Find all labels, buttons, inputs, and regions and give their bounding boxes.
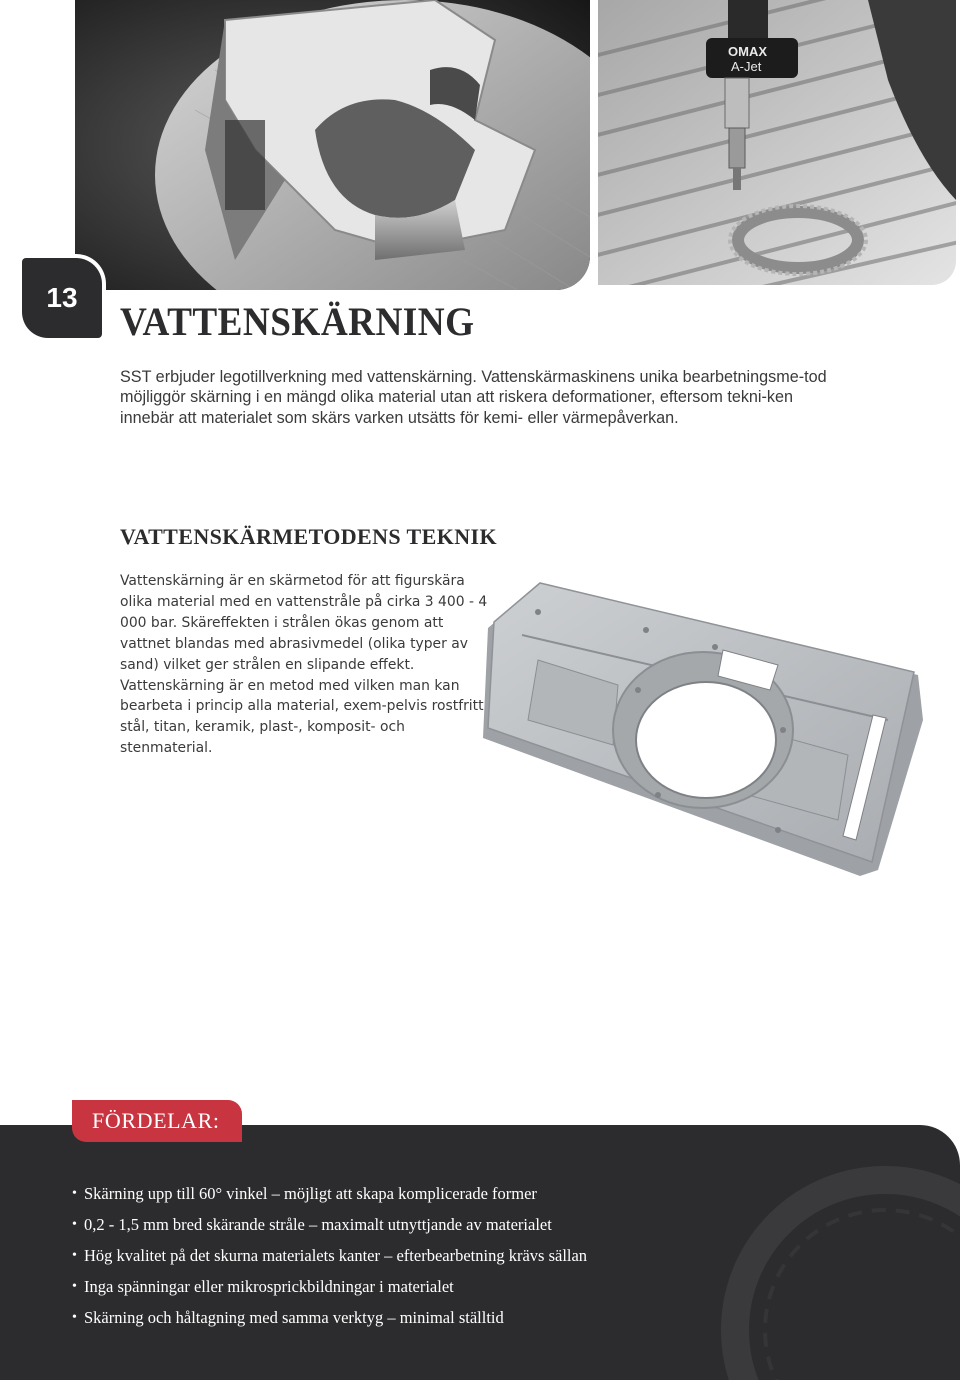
intro-paragraph: SST erbjuder legotillverkning med vattenskärning. Vattenskärmaskinens unika bearbetningsme-tod möjliggör skärning i en mängd olika material utan att riskera deformationer, eftersom tekni-ken innebär att materialet som skärs varken utsätts för kemi- eller värmepåverkan.	[120, 368, 827, 427]
advantage-text: Skärning upp till 60° vinkel – möjligt att skapa komplicerade former	[84, 1184, 537, 1203]
decorative-ring	[720, 1165, 960, 1380]
bullet-icon: •	[72, 1248, 77, 1263]
bullet-icon: •	[72, 1186, 77, 1201]
cut-plate-image	[478, 580, 938, 880]
advantages-label: FÖRDELAR:	[72, 1100, 242, 1142]
list-item	[72, 1181, 587, 1212]
page-title: VATTENSKÄRNING	[120, 299, 475, 344]
waterjet-machine-image	[598, 0, 956, 285]
advantage-text: Hög kvalitet på det skurna materialets kanter – efterbearbetning krävs sällan	[84, 1246, 588, 1265]
advantage-text: Inga spänningar eller mikrosprickbildningar i materialet	[84, 1277, 454, 1296]
bullet-icon: •	[72, 1310, 77, 1325]
advantages-list	[72, 1181, 587, 1336]
machine-model-label: A-Jet	[731, 59, 762, 74]
machine-brand-label: OMAX	[728, 44, 767, 59]
machined-part-image	[75, 0, 590, 290]
advantage-text: Skärning och håltagning med samma verktyg – minimal ställtid	[84, 1308, 504, 1327]
machined-part-photo	[75, 0, 590, 290]
bullet-icon: •	[72, 1217, 77, 1232]
cut-plate-illustration	[478, 580, 938, 880]
advantage-text: 0,2 - 1,5 mm bred skärande stråle – maximalt utnyttjande av materialet	[84, 1215, 552, 1234]
list-item	[72, 1305, 587, 1336]
list-item	[72, 1274, 587, 1305]
page-number-badge: 13	[22, 258, 102, 338]
list-item	[72, 1212, 587, 1243]
section-heading: VATTENSKÄRMETODENS TEKNIK	[120, 524, 497, 549]
waterjet-machine-photo	[598, 0, 956, 285]
list-item	[72, 1243, 587, 1274]
section-body: Vattenskärning är en skärmetod för att figurskära olika material med en vattenstråle på cirka 3 400 - 4 000 bar. Skäreffekten i strålen ökas genom att vattnet blandas med abrasivmedel (olika typer av sand) vilket ger strålen en slipande effekt. Vattenskärning är en metod med vilken man kan bearbeta i princip alla material, exem-pelvis rostfritt stål, titan, keramik, plast-, komposit- och stenmaterial.	[120, 573, 488, 757]
bullet-icon: •	[72, 1279, 77, 1294]
